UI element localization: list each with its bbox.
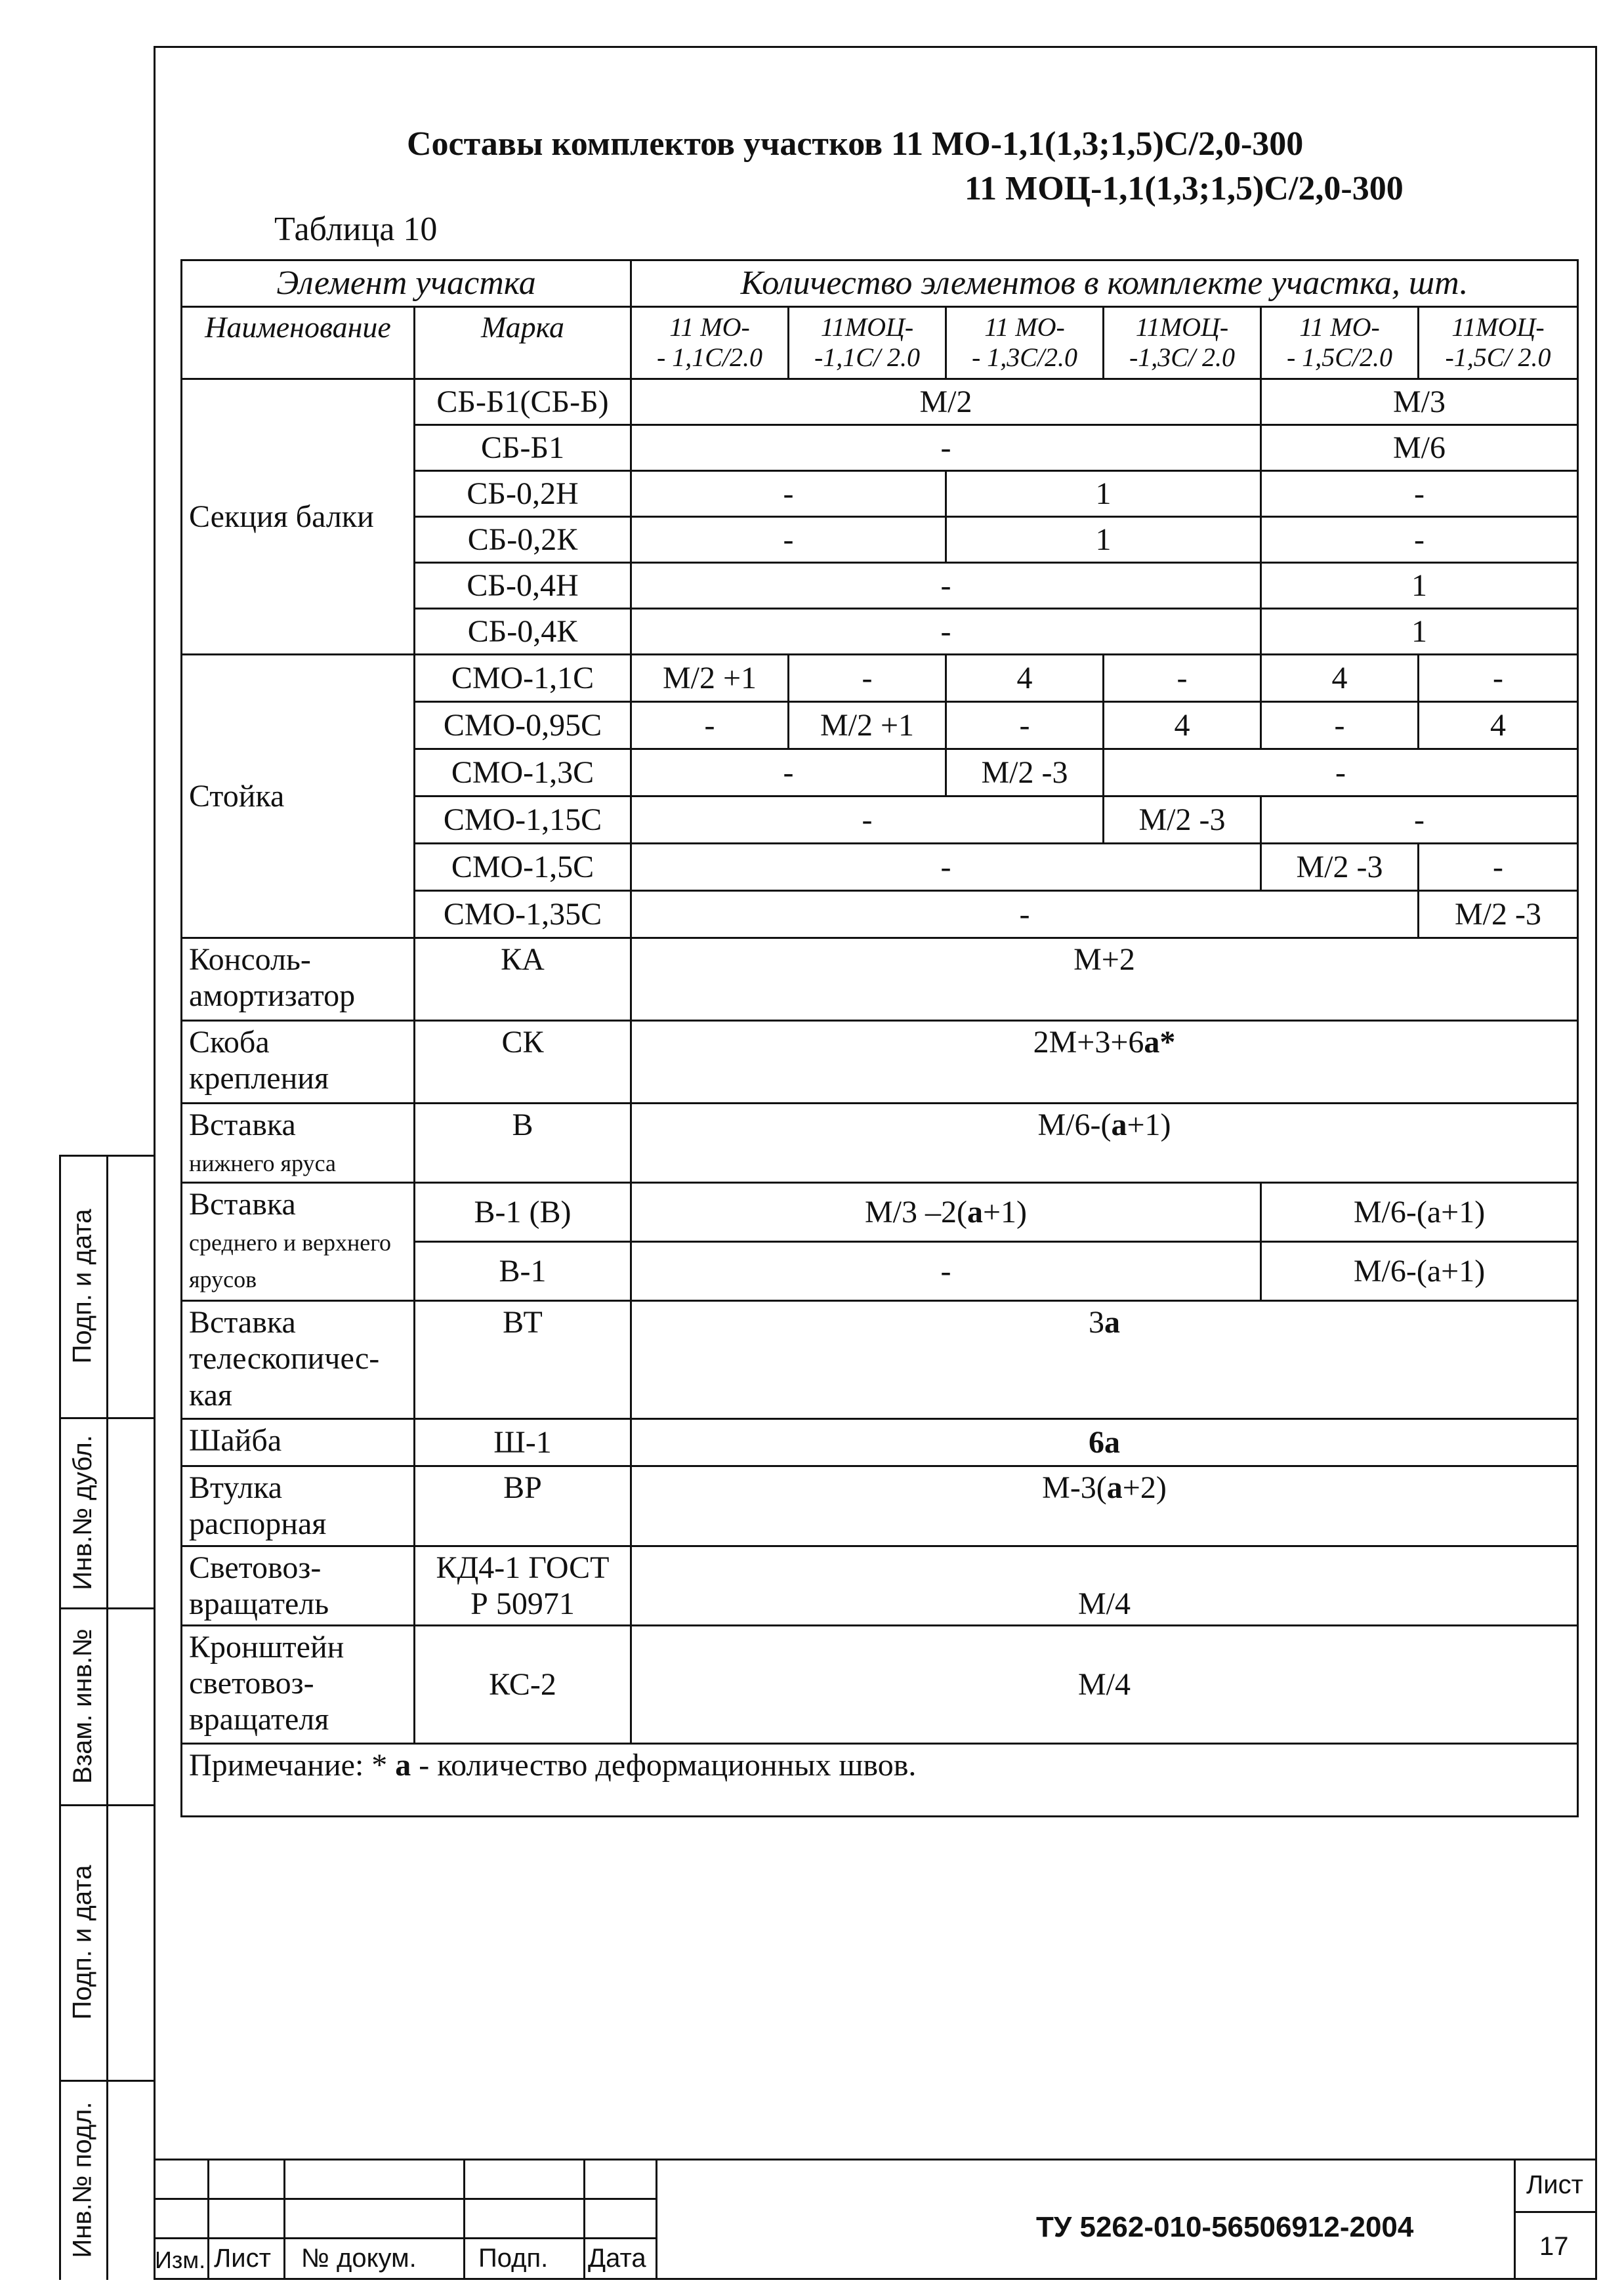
mark-cell: ВТ bbox=[415, 1301, 631, 1419]
table-label: Таблица 10 bbox=[274, 211, 438, 248]
name-cell: Вставка нижнего яруса bbox=[182, 1103, 415, 1182]
value-cell: 1 bbox=[1261, 562, 1578, 608]
table-note: Примечание: * а - количество деформационных швов. bbox=[182, 1743, 1578, 1816]
header-variant-1: 11 МО- - 1,1С/2.0 bbox=[631, 306, 789, 379]
value-cell: М/3 –2(а+1) bbox=[631, 1183, 1261, 1242]
mark-cell: В-1 (В) bbox=[415, 1183, 631, 1242]
header-quantity: Количество элементов в комплекте участка, шт. bbox=[631, 260, 1578, 307]
tb-date: Дата bbox=[588, 2244, 646, 2273]
table-header-row-1 bbox=[182, 260, 1578, 307]
value-cell: М-3(а+2) bbox=[631, 1466, 1578, 1546]
mark-cell: КД4-1 ГОСТ Р 50971 bbox=[415, 1546, 631, 1625]
header-variant-4: 11МОЦ- -1,3С/ 2.0 bbox=[1104, 306, 1261, 379]
table-row bbox=[182, 654, 1578, 701]
value-cell: М/4 bbox=[631, 1546, 1578, 1625]
header-element: Элемент участка bbox=[182, 260, 631, 307]
mark-cell: СБ-Б1(СБ-Б) bbox=[415, 379, 631, 424]
header-variant-3: 11 МО- - 1,3С/2.0 bbox=[946, 306, 1104, 379]
value-cell: - bbox=[631, 1242, 1261, 1301]
name-cell: Вставка телескопичес- кая bbox=[182, 1301, 415, 1419]
mark-cell: СБ-0,4Н bbox=[415, 562, 631, 608]
value-cell: - bbox=[631, 890, 1419, 938]
name-cell: Вставка среднего и верхнего ярусов bbox=[182, 1183, 415, 1301]
stamp-replace-inv: Взам. инв.№ bbox=[68, 1628, 97, 1784]
mark-cell: СМО-1,35С bbox=[415, 890, 631, 938]
tb-line bbox=[283, 2159, 285, 2280]
stamp-sign-date-2: Подп. и дата bbox=[68, 1865, 97, 2019]
tb-line bbox=[656, 2159, 657, 2280]
value-cell: М/6 bbox=[1261, 424, 1578, 470]
sheet-number: 17 bbox=[1539, 2232, 1569, 2261]
mark-cell: СМО-0,95С bbox=[415, 701, 631, 749]
mark-cell: СМО-1,1С bbox=[415, 654, 631, 701]
name-cell: Скоба крепления bbox=[182, 1020, 415, 1103]
tb-line bbox=[1514, 2159, 1516, 2280]
tb-list: Лист bbox=[214, 2244, 271, 2273]
page-title-line1: Составы комплектов участков 11 МО-1,1(1,3;1,5)С/2,0-300 bbox=[407, 125, 1304, 163]
tb-line bbox=[1514, 2211, 1597, 2213]
mark-cell: СБ-0,2К bbox=[415, 516, 631, 562]
value-cell: - bbox=[1261, 701, 1419, 749]
value-cell: 4 bbox=[1104, 701, 1261, 749]
value-cell: 3а bbox=[631, 1301, 1578, 1419]
value-cell: М/2 +1 bbox=[631, 654, 789, 701]
tb-sign: Подп. bbox=[478, 2244, 549, 2273]
value-cell: - bbox=[1419, 654, 1578, 701]
value-cell: - bbox=[1261, 796, 1578, 843]
value-cell: - bbox=[946, 701, 1104, 749]
value-cell: - bbox=[1104, 749, 1578, 796]
name-cell: Световоз- вращатель bbox=[182, 1546, 415, 1625]
value-cell: 1 bbox=[1261, 608, 1578, 654]
value-cell: 1 bbox=[946, 516, 1261, 562]
name-cell: Консоль- амортизатор bbox=[182, 938, 415, 1020]
value-cell: М/6-(а+1) bbox=[1261, 1242, 1578, 1301]
value-cell: - bbox=[631, 516, 946, 562]
mark-cell: ВР bbox=[415, 1466, 631, 1546]
header-variant-6: 11МОЦ- -1,5С/ 2.0 bbox=[1419, 306, 1578, 379]
value-cell: 4 bbox=[1419, 701, 1578, 749]
sheet-label: Лист bbox=[1526, 2170, 1583, 2199]
tb-doc: № докум. bbox=[301, 2244, 417, 2273]
header-variant-2: 11МОЦ- -1,1С/ 2.0 bbox=[789, 306, 946, 379]
value-cell: М/2 -3 bbox=[946, 749, 1104, 796]
name-cell: Шайба bbox=[182, 1419, 415, 1466]
value-cell: - bbox=[631, 424, 1261, 470]
mark-cell: СБ-0,2Н bbox=[415, 470, 631, 516]
stamp-sign-date-1: Подп. и дата bbox=[68, 1209, 97, 1363]
stamp-orig-inv: Инв.№ подл. bbox=[68, 2101, 97, 2258]
value-cell: - bbox=[631, 796, 1104, 843]
tb-izm: Изм. bbox=[155, 2246, 206, 2273]
table-row bbox=[182, 1546, 1578, 1625]
value-cell: - bbox=[631, 701, 789, 749]
mark-cell: СК bbox=[415, 1020, 631, 1103]
header-name: Наименование bbox=[182, 306, 415, 379]
mark-cell: Ш-1 bbox=[415, 1419, 631, 1466]
value-cell: 2М+3+6а* bbox=[631, 1020, 1578, 1103]
value-cell: М/2 -3 bbox=[1104, 796, 1261, 843]
table-row bbox=[182, 1419, 1578, 1466]
tb-line bbox=[154, 2159, 1597, 2161]
mark-cell: СБ-0,4К bbox=[415, 608, 631, 654]
table-row bbox=[182, 379, 1578, 424]
value-cell: - bbox=[1104, 654, 1261, 701]
table-row bbox=[182, 1103, 1578, 1182]
value-cell: - bbox=[631, 749, 946, 796]
value-cell: 4 bbox=[1261, 654, 1419, 701]
value-cell: - bbox=[789, 654, 946, 701]
tb-line bbox=[583, 2159, 585, 2280]
mark-cell: В bbox=[415, 1103, 631, 1182]
mark-cell: СМО-1,15С bbox=[415, 796, 631, 843]
name-cell: Втулка распорная bbox=[182, 1466, 415, 1546]
value-cell: 6а bbox=[631, 1419, 1578, 1466]
value-cell: М/6-(а+1) bbox=[631, 1103, 1578, 1182]
left-margin-stamp bbox=[59, 1155, 154, 2280]
tb-line bbox=[207, 2159, 209, 2280]
table-row bbox=[182, 1466, 1578, 1546]
value-cell: - bbox=[1419, 843, 1578, 890]
value-cell: 1 bbox=[946, 470, 1261, 516]
name-cell: Кронштейн световоз- вращателя bbox=[182, 1625, 415, 1743]
tb-line bbox=[154, 2237, 656, 2239]
value-cell: - bbox=[631, 608, 1261, 654]
group-post: Стойка bbox=[182, 654, 415, 938]
mark-cell: КС-2 bbox=[415, 1625, 631, 1743]
value-cell: - bbox=[631, 562, 1261, 608]
table-row bbox=[182, 1301, 1578, 1419]
tb-line bbox=[154, 2198, 656, 2200]
header-variant-5: 11 МО- - 1,5С/2.0 bbox=[1261, 306, 1419, 379]
stamp-line bbox=[106, 1155, 108, 2280]
page-title-line2: 11 МОЦ-1,1(1,3;1,5)С/2,0-300 bbox=[965, 170, 1404, 207]
value-cell: М/2 -3 bbox=[1419, 890, 1578, 938]
value-cell: М/2 +1 bbox=[789, 701, 946, 749]
stamp-dup-inv: Инв.№ дубл. bbox=[68, 1434, 97, 1590]
value-cell: - bbox=[631, 470, 946, 516]
value-cell: М/4 bbox=[631, 1625, 1578, 1743]
table-row bbox=[182, 938, 1578, 1020]
value-cell: М/2 bbox=[631, 379, 1261, 424]
value-cell: - bbox=[1261, 470, 1578, 516]
mark-cell: КА bbox=[415, 938, 631, 1020]
group-beam: Секция балки bbox=[182, 379, 415, 654]
value-cell: М/6-(а+1) bbox=[1261, 1183, 1578, 1242]
table-row bbox=[182, 1183, 1578, 1242]
composition-table bbox=[180, 259, 1579, 1817]
value-cell: 4 bbox=[946, 654, 1104, 701]
table-row bbox=[182, 1020, 1578, 1103]
value-cell: - bbox=[631, 843, 1261, 890]
value-cell: М/3 bbox=[1261, 379, 1578, 424]
mark-cell: СБ-Б1 bbox=[415, 424, 631, 470]
document-code: ТУ 5262-010-56506912-2004 bbox=[1036, 2211, 1414, 2243]
value-cell: М/2 -3 bbox=[1261, 843, 1419, 890]
title-block bbox=[154, 2159, 1597, 2280]
header-mark: Марка bbox=[415, 306, 631, 379]
value-cell: М+2 bbox=[631, 938, 1578, 1020]
table-row bbox=[182, 1625, 1578, 1743]
value-cell: - bbox=[1261, 516, 1578, 562]
table-header-row-2 bbox=[182, 306, 1578, 379]
table-note-row bbox=[182, 1743, 1578, 1816]
tb-line bbox=[463, 2159, 465, 2280]
mark-cell: В-1 bbox=[415, 1242, 631, 1301]
mark-cell: СМО-1,5С bbox=[415, 843, 631, 890]
mark-cell: СМО-1,3С bbox=[415, 749, 631, 796]
